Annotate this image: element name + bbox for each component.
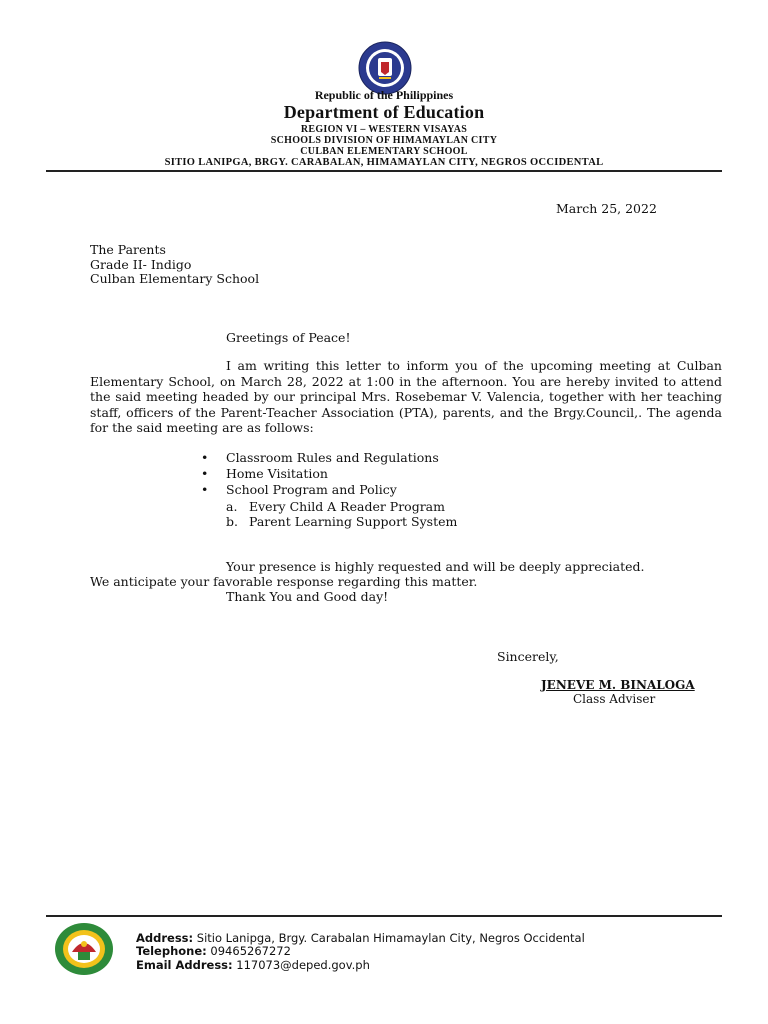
recipient-line: Grade II- Indigo <box>90 256 192 272</box>
closing-line: We anticipate your favorable response regarding this matter. <box>90 574 478 589</box>
bullet-icon: • <box>201 482 209 498</box>
signatory-position: Class Adviser <box>573 692 656 706</box>
republic-label: Republic of the Philippines <box>314 88 454 102</box>
closing-line: Thank You and Good day! <box>226 589 389 604</box>
list-item: • Classroom Rules and Regulations <box>201 450 439 465</box>
school-logo <box>54 922 114 976</box>
footer-telephone: Telephone: 09465267272 <box>136 944 291 958</box>
list-item: a. Every Child A Reader Program <box>226 498 445 514</box>
bullet-icon: • <box>201 450 209 465</box>
recipient-line: Culban Elementary School <box>90 271 260 286</box>
closing-line: Your presence is highly requested and will be deeply appreciated. <box>226 559 645 574</box>
sincerely-label: Sincerely, <box>497 649 559 664</box>
letter-date: March 25, 2022 <box>556 201 657 216</box>
list-item: • School Program and Policy <box>201 482 397 498</box>
region-label: REGION VI – WESTERN VISAYAS <box>300 124 468 135</box>
footer-address: Address: Sitio Lanipga, Brgy. Carabalan Himamaylan City, Negros Occidental <box>136 931 585 945</box>
body-paragraph: I am writing this letter to inform you of the upcoming meeting at Culban Elementary School, on March 28, 2022 at 1:00 in the afternoon. You are hereby invited to attend the said meeting headed by our principal Mrs. Rosebemar V. Valencia, together with her teaching staff, officers of the Parent-Teacher Association (PTA), parents, and the Brgy.Council,. The agenda for the said meeting are as follows: <box>90 358 722 436</box>
list-item: • Home Visitation <box>201 466 328 482</box>
signatory-name: JENEVE M. BINALOGA <box>541 678 695 692</box>
footer-email: Email Address: 117073@deped.gov.ph <box>136 958 370 972</box>
department-title: Department of Education <box>283 102 485 122</box>
school-address-label: SITIO LANIPGA, BRGY. CARABALAN, HIMAMAYLAN CITY, NEGROS OCCIDENTAL <box>164 157 604 168</box>
sub-agenda-list <box>226 499 457 530</box>
recipient-line: The Parents <box>90 242 166 257</box>
footer-divider <box>46 915 722 917</box>
agenda-list <box>201 450 458 530</box>
recipient-block <box>90 243 259 287</box>
school-label: CULBAN ELEMENTARY SCHOOL <box>300 146 468 157</box>
bullet-icon: • <box>201 466 209 482</box>
list-item: b. Parent Learning Support System <box>226 514 458 530</box>
greeting: Greetings of Peace! <box>226 330 351 345</box>
header-divider <box>46 170 722 172</box>
division-label: SCHOOLS DIVISION OF HIMAMAYLAN CITY <box>270 135 498 146</box>
